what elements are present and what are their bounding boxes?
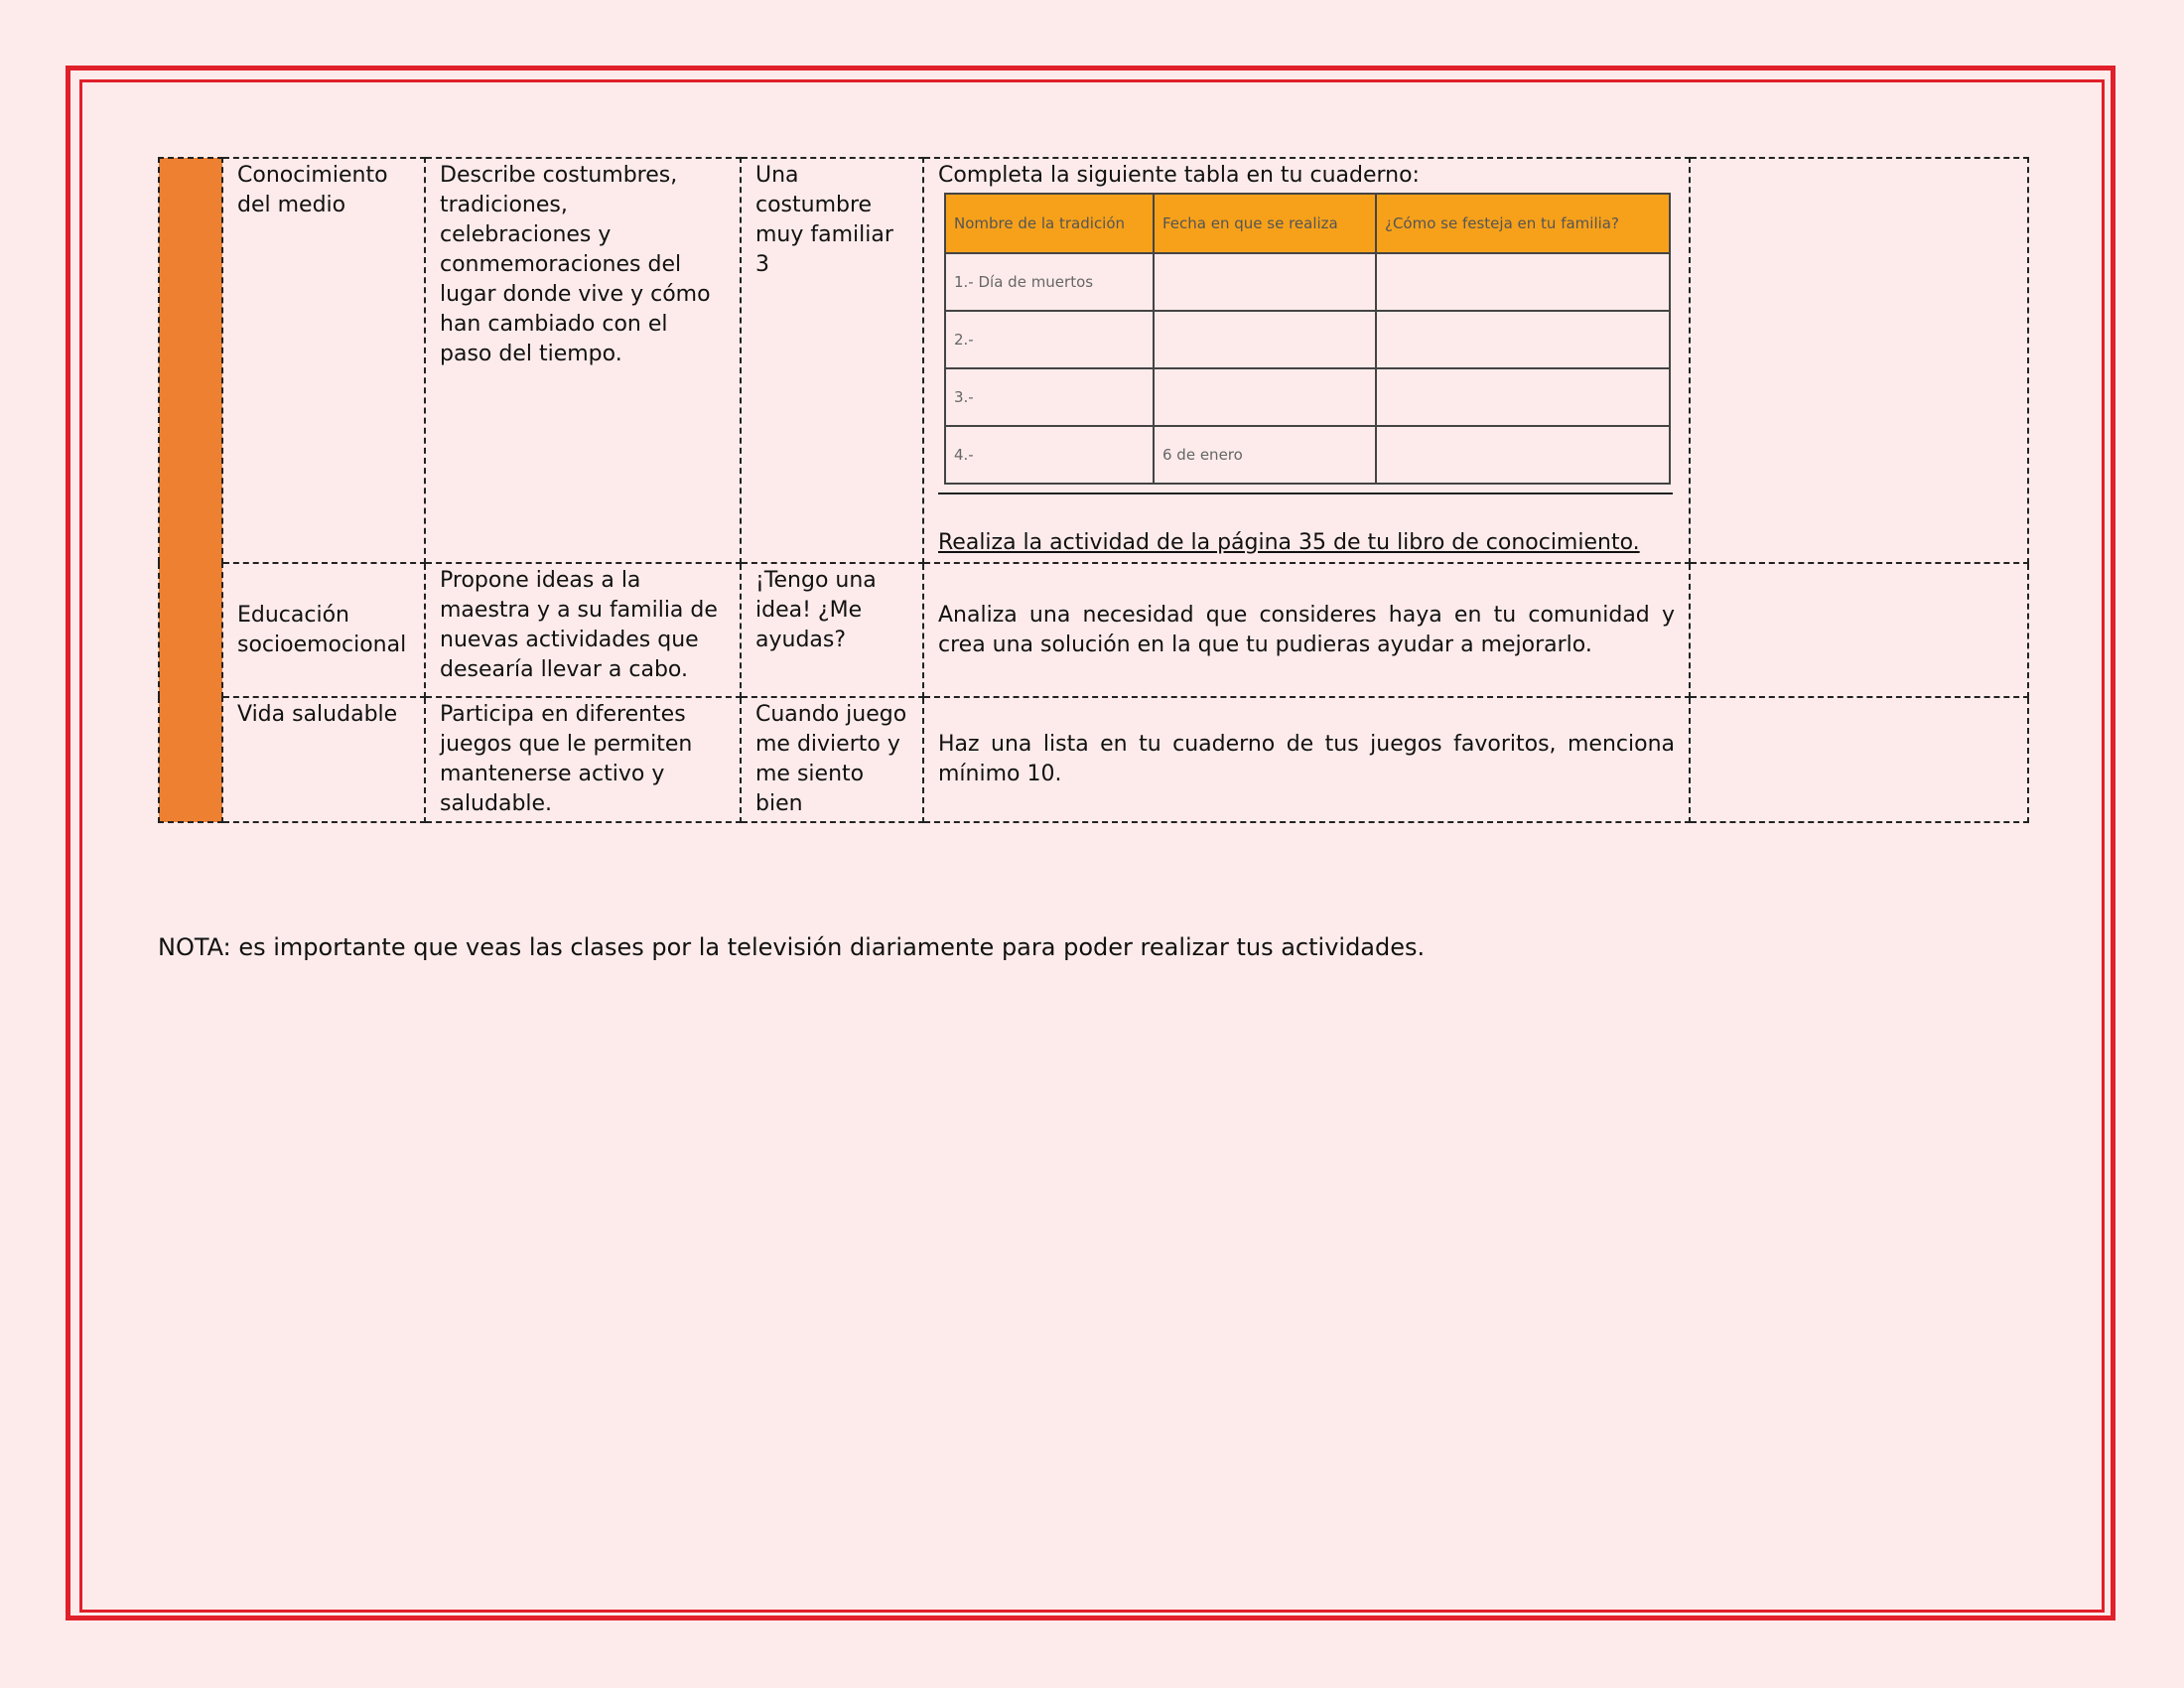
- activity-intro: Completa la siguiente tabla en tu cuaderno:: [938, 163, 1420, 188]
- traditions-cell: 3.-: [945, 368, 1154, 426]
- learning-cell: Propone ideas a la maestra y a su familia de nuevas actividades que desearía llevar a cabo.: [425, 563, 741, 697]
- table-row: [945, 311, 1670, 368]
- learning-cell: Participa en diferentes juegos que le permiten mantenerse activo y saludable.: [425, 697, 741, 822]
- subject-cell: Vida saludable: [222, 697, 425, 822]
- traditions-cell: 1.- Día de muertos: [945, 253, 1154, 311]
- extra-cell: [1690, 697, 2028, 822]
- subject-cell: Conocimiento del medio: [222, 158, 425, 563]
- table-row: [159, 158, 2028, 563]
- lesson-cell: ¡Tengo una idea! ¿Me ayudas?: [741, 563, 923, 697]
- table-row: [159, 697, 2028, 822]
- table-row: [945, 426, 1670, 484]
- traditions-header: ¿Cómo se festeja en tu familia?: [1376, 194, 1670, 253]
- lesson-cell: Cuando juego me divierto y me siento bien: [741, 697, 923, 822]
- lesson-plan-table: [158, 157, 2029, 823]
- extra-cell: [1690, 563, 2028, 697]
- traditions-cell: [1376, 368, 1670, 426]
- subject-color-bar: [159, 158, 222, 822]
- traditions-cell: 4.-: [945, 426, 1154, 484]
- activity-note: Realiza la actividad de la página 35 de tu libro de conocimiento.: [938, 530, 1640, 555]
- traditions-cell: [1154, 368, 1376, 426]
- traditions-cell: [1154, 311, 1376, 368]
- table-row: [945, 368, 1670, 426]
- activity-cell: Haz una lista en tu cuaderno de tus juegos favoritos, menciona mínimo 10.: [923, 697, 1690, 822]
- traditions-cell: 2.-: [945, 311, 1154, 368]
- traditions-header: Nombre de la tradición: [945, 194, 1154, 253]
- traditions-cell: [1154, 253, 1376, 311]
- traditions-cell: [1376, 426, 1670, 484]
- traditions-cell: [1376, 311, 1670, 368]
- note-text: NOTA: es importante que veas las clases por la televisión diariamente para poder realizar tus actividades.: [158, 933, 1426, 961]
- table-row: [945, 253, 1670, 311]
- activity-cell: [923, 158, 1690, 563]
- extra-cell: [1690, 158, 2028, 563]
- traditions-header-row: [945, 194, 1670, 253]
- lesson-cell: Una costumbre muy familiar 3: [741, 158, 923, 563]
- traditions-table: [944, 193, 1671, 485]
- learning-cell: Describe costumbres, tradiciones, celebraciones y conmemoraciones del lugar donde vive y cómo han cambiado con el paso del tiempo.: [425, 158, 741, 563]
- table-row: [159, 563, 2028, 697]
- subject-cell: Educación socioemocional: [222, 563, 425, 697]
- traditions-header: Fecha en que se realiza: [1154, 194, 1376, 253]
- divider: [938, 492, 1673, 494]
- activity-cell: Analiza una necesidad que consideres haya en tu comunidad y crea una solución en la que tu pudieras ayudar a mejorarlo.: [923, 563, 1690, 697]
- traditions-cell: 6 de enero: [1154, 426, 1376, 484]
- traditions-cell: [1376, 253, 1670, 311]
